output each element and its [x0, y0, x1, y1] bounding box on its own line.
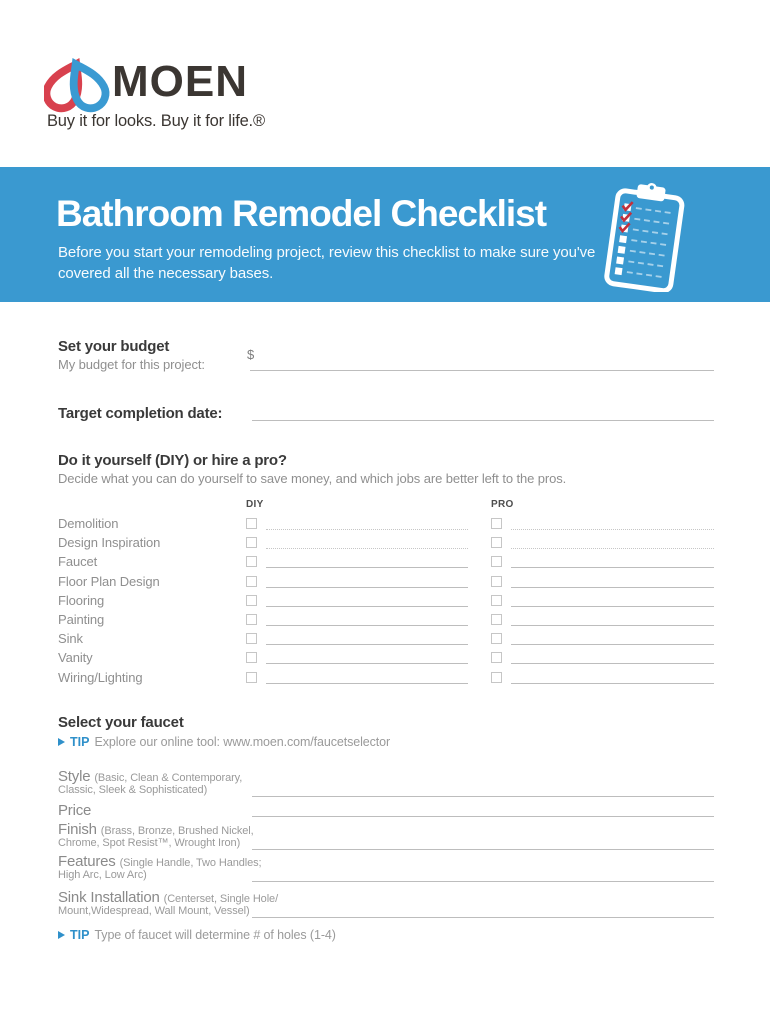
- field-name: Style: [58, 768, 95, 785]
- tip-text: Explore our online tool: www.moen.com/faucetselector: [94, 735, 391, 749]
- diy-input-line[interactable]: [266, 587, 468, 588]
- diy-column-header: DIY: [246, 499, 264, 510]
- pro-input-line[interactable]: [511, 625, 714, 626]
- field-name: Sink Installation: [58, 889, 164, 906]
- faucet-field: [58, 889, 714, 917]
- diy-checkbox[interactable]: [246, 652, 257, 663]
- faucet-field: [58, 853, 714, 881]
- banner-subtitle: [58, 242, 595, 284]
- pro-checkbox[interactable]: [491, 652, 502, 663]
- field-detail-line1: (Brass, Bronze, Brushed Nickel,: [100, 825, 254, 837]
- checklist-row: [58, 612, 714, 631]
- diy-input-line[interactable]: [266, 548, 468, 549]
- field-detail-line2: Classic, Sleek & Sophisticated): [58, 784, 208, 796]
- checklist-row: [58, 631, 714, 650]
- checklist-row: [58, 554, 714, 573]
- budget-currency-symbol: $: [247, 347, 255, 362]
- field-input-line[interactable]: [252, 917, 714, 918]
- pro-column-header: PRO: [491, 499, 514, 510]
- budget-heading: Set your budget: [58, 338, 170, 355]
- field-name: Features: [58, 853, 120, 870]
- field-detail-line1: (Basic, Clean & Contemporary,: [94, 772, 243, 784]
- checklist-row: [58, 650, 714, 669]
- pro-checkbox[interactable]: [491, 556, 502, 567]
- row-label: Vanity: [58, 650, 93, 666]
- pro-input-line[interactable]: [511, 606, 714, 607]
- diy-checkbox[interactable]: [246, 518, 257, 529]
- pro-checkbox[interactable]: [491, 537, 502, 548]
- pro-input-line[interactable]: [511, 548, 714, 549]
- row-label: Floor Plan Design: [58, 573, 160, 589]
- diy-input-line[interactable]: [266, 567, 468, 568]
- budget-label: My budget for this project:: [58, 357, 205, 372]
- row-label: Sink: [58, 631, 83, 647]
- tip-label: TIP: [70, 735, 90, 749]
- diy-checkbox[interactable]: [246, 556, 257, 567]
- faucet-tip-2: [58, 928, 336, 942]
- diy-checkbox[interactable]: [246, 537, 257, 548]
- faucet-field: [58, 802, 714, 820]
- tip-label: TIP: [70, 928, 90, 942]
- diy-input-line[interactable]: [266, 606, 468, 607]
- moen-drops-icon: [44, 50, 112, 114]
- checklist-row: [58, 516, 714, 535]
- pro-input-line[interactable]: [511, 683, 714, 684]
- tip-text: Type of faucet will determine # of holes (1-4): [94, 928, 336, 942]
- diy-checkbox[interactable]: [246, 595, 257, 606]
- pro-input-line[interactable]: [511, 529, 714, 530]
- field-input-line[interactable]: [252, 796, 714, 797]
- pro-input-line[interactable]: [511, 567, 714, 568]
- row-label: Painting: [58, 612, 105, 627]
- completion-date-heading: Target completion date:: [58, 405, 223, 422]
- banner: [0, 167, 770, 302]
- budget-input-line[interactable]: [250, 370, 714, 371]
- completion-date-input-line[interactable]: [252, 420, 714, 421]
- row-label: Wiring/Lighting: [58, 669, 143, 685]
- checklist-row: [58, 535, 714, 554]
- faucet-field: [58, 821, 714, 849]
- diy-checkbox[interactable]: [246, 672, 257, 683]
- pro-checkbox[interactable]: [491, 614, 502, 625]
- field-input-line[interactable]: [252, 849, 714, 850]
- pro-checkbox[interactable]: [491, 672, 502, 683]
- faucet-field: [58, 768, 714, 796]
- tip-arrow-icon: [58, 931, 65, 939]
- brand-tagline: Buy it for looks. Buy it for life.®: [47, 112, 265, 130]
- diy-heading: Do it yourself (DIY) or hire a pro?: [58, 452, 287, 469]
- diy-input-line[interactable]: [266, 683, 468, 684]
- row-label: Faucet: [58, 554, 98, 570]
- diy-subheading: Decide what you can do yourself to save money, and which jobs are better left to the pros.: [58, 471, 567, 486]
- checklist-row: [58, 574, 714, 593]
- pro-input-line[interactable]: [511, 663, 714, 664]
- diy-input-line[interactable]: [266, 625, 468, 626]
- brand-wordmark: MOEN: [112, 57, 248, 106]
- field-detail-line2: Mount,Widespread, Wall Mount, Vessel): [58, 905, 250, 917]
- banner-subtitle-line1: Before you start your remodeling project, review this checklist to make sure you've: [58, 244, 596, 261]
- faucet-heading: Select your faucet: [58, 714, 184, 731]
- diy-input-line[interactable]: [266, 529, 468, 530]
- diy-input-line[interactable]: [266, 644, 468, 645]
- banner-subtitle-line2: covered all the necessary bases.: [58, 265, 274, 282]
- clipboard-checklist-icon: [598, 180, 692, 292]
- row-label: Design Inspiration: [58, 535, 161, 551]
- row-label: Demolition: [58, 516, 119, 531]
- tip-arrow-icon: [58, 738, 65, 746]
- pro-checkbox[interactable]: [491, 576, 502, 587]
- field-detail-line2: Chrome, Spot Resist™, Wrought Iron): [58, 837, 241, 849]
- field-input-line[interactable]: [252, 816, 714, 817]
- faucet-tip-1: [58, 735, 390, 749]
- diy-checkbox[interactable]: [246, 614, 257, 625]
- diy-input-line[interactable]: [266, 663, 468, 664]
- pro-checkbox[interactable]: [491, 633, 502, 644]
- checklist-row: [58, 670, 714, 689]
- field-name: Finish: [58, 821, 101, 838]
- pro-checkbox[interactable]: [491, 518, 502, 529]
- field-detail-line2: High Arc, Low Arc): [58, 869, 147, 881]
- pro-checkbox[interactable]: [491, 595, 502, 606]
- field-detail-line1: (Single Handle, Two Handles;: [119, 857, 262, 869]
- diy-checkbox[interactable]: [246, 633, 257, 644]
- pro-input-line[interactable]: [511, 587, 714, 588]
- diy-checkbox[interactable]: [246, 576, 257, 587]
- checklist-row: [58, 593, 714, 612]
- field-name: Price: [58, 802, 92, 819]
- field-input-line[interactable]: [252, 881, 714, 882]
- pro-input-line[interactable]: [511, 644, 714, 645]
- page-title: Bathroom Remodel Checklist: [56, 193, 547, 234]
- field-detail-line1: (Centerset, Single Hole/: [163, 893, 279, 905]
- row-label: Flooring: [58, 592, 105, 608]
